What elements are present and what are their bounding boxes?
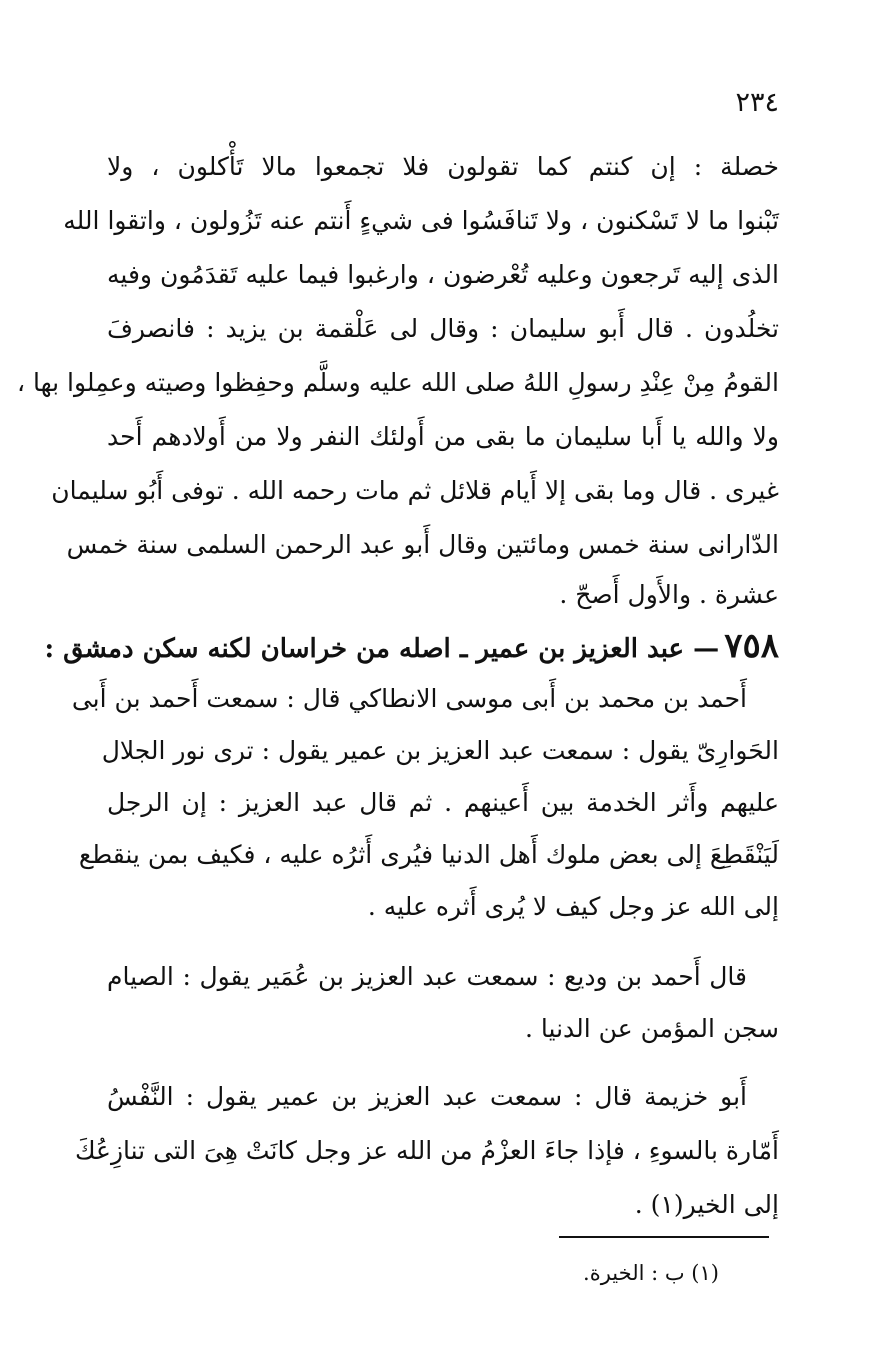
text-line: غيرى . قال وما بقى إلا أَيام قلائل ثم مات رحمه الله . توفى أَبُو سليمان	[51, 476, 779, 505]
text-line: إلى الله عز وجل كيف لا يُرى أَثره عليه .	[367, 892, 779, 921]
section-number: ٧٥٨	[724, 626, 779, 666]
text-line: أَحمد بن محمد بن أَبى موسى الانطاكي قال : سمعت أَحمد بن أَبى	[71, 684, 747, 713]
text-line: تخلُدون . قال أَبو سليمان : وقال لى عَلْقمة بن يزيد : فانصرفَ	[107, 314, 779, 343]
text-line: عشرة . والأَول أَصحّ .	[559, 580, 779, 609]
text-line: القومُ مِنْ عِنْدِ رسولِ اللهُ صلى الله عليه وسلَّم وحفِظوا وصيته وعمِلوا بها ،	[17, 368, 779, 397]
text-line: لَيَنْقَطِعَ إلى بعض ملوك أَهل الدنيا فيُرى أَثرُه عليه ، فكيف بمن ينقطع	[78, 840, 779, 869]
text-line: الذى إليه تَرجعون وعليه تُعْرضون ، وارغبوا فيما عليه تَقدَمُون وفيه	[107, 260, 779, 289]
text-line: عليهم وأَثر الخدمة بين أَعينهم . ثم قال عبد العزيز : إن الرجل	[107, 788, 779, 817]
text-line: قال أَحمد بن وديع : سمعت عبد العزيز بن عُمَير يقول : الصيام	[107, 962, 747, 991]
text-line: ولا والله يا أَبا سليمان ما بقى من أَولئك النفر ولا من أَولادهم أَحد	[107, 422, 780, 451]
footnote: (١) ب : الخيرة.	[583, 1261, 719, 1285]
text-line: تَبْنوا ما لا تَسْكنون ، ولا تَنافَسُوا فى شيءٍ أَنتم عنه تَزُولون ، واتقوا الله	[63, 206, 779, 235]
text-line: أَبو خزيمة قال : سمعت عبد العزيز بن عمير يقول : النَّفْسُ	[107, 1082, 747, 1111]
footnote-rule	[559, 1236, 769, 1238]
text-line: الحَوارِىّ يقول : سمعت عبد العزيز بن عمير يقول : ترى نور الجلال	[101, 736, 779, 765]
text-line: الدّارانى سنة خمس ومائتين وقال أَبو عبد الرحمن السلمى سنة خمس	[66, 530, 779, 559]
text-line: خصلة : إن كنتم كما تقولون فلا تجمعوا مالا تَأْكلون ، ولا	[107, 152, 779, 181]
page-number: ٢٣٤	[735, 87, 779, 118]
section-title: — عبد العزيز بن عمير ـ اصله من خراسان لكنه سكن دمشق :	[44, 634, 720, 664]
text-line: أَمّارة بالسوءِ ، فإذا جاءَ العزْمُ من الله عز وجل كانَتْ هِىَ التى تنازِعُكَ	[74, 1136, 779, 1165]
text-line: إلى الخير(١) .	[634, 1190, 779, 1219]
text-line: سجن المؤمن عن الدنيا .	[525, 1014, 779, 1043]
section-heading	[44, 626, 779, 666]
